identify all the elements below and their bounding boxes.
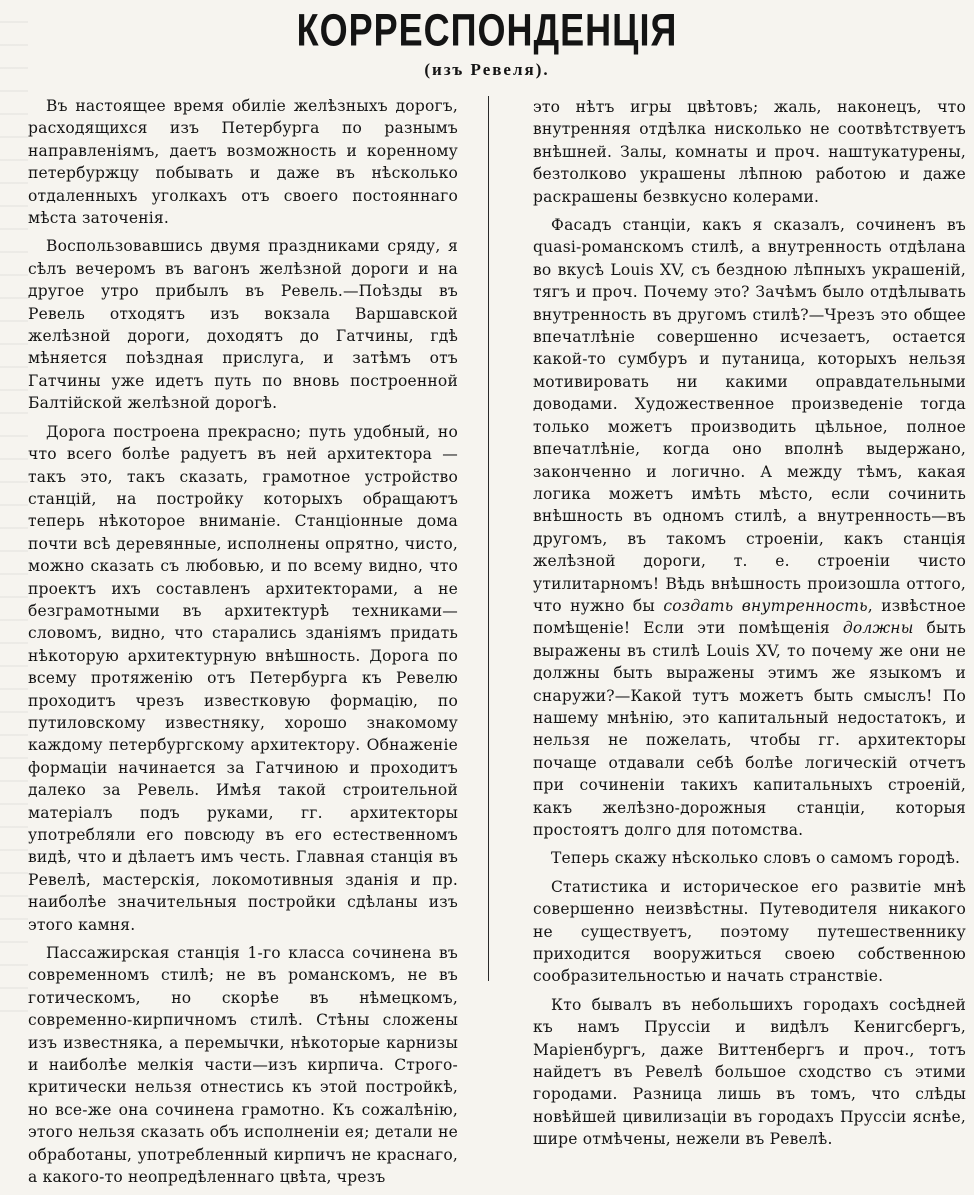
paragraph: Пассажирская станція 1-го класса сочинена въ современномъ стилѣ; не въ романскомъ, не въ готическомъ, но скорѣе въ нѣмецкомъ, современно-кирпичномъ стилѣ. Стѣны сложены изъ известняка, а перемычки, нѣкоторые карнизы и наиболѣе мелкія части—изъ кирпича. Строго-критически нельзя отнестись къ этой постройкѣ, но все-же она сочинена грамотно. Къ сожалѣнію, этого нельзя сказать объ исполненіи ея; детали не обработаны, употребленный кирпичъ не краснаго, а какого-то неопредѣленнаго цвѣта, чрезъ [28,944,458,1187]
column-divider [488,96,489,981]
paragraph: Дорога построена прекрасно; путь удобный, но что всего болѣе радуетъ въ ней архитектора — такъ это, такъ сказать, грамотное устройство станцій, на постройку которыхъ обращаютъ теперь нѣкоторое вниманіе. Станціонные дома почти всѣ деревянные, исполнены опрятно, чисто, можно сказать съ любовью, и по всему видно, что проектъ ихъ составленъ архитекторами, а не безграмотными въ архитектурѣ техниками—словомъ, видно, что старались зданіямъ придать нѣкоторую архитектурную внѣшность. Дорога по всему протяженію отъ Петербурга къ Ревелю проходитъ чрезъ известковую формацію, по путиловскому известняку, хорошо знакомому каждому петербургскому архитектору. Обнаженіе формаціи начинается за Гатчиною и проходитъ далеко за Ревель. Имѣя такой строительной матеріалъ подъ руками, гг. архитекторы употребляли его повсюду въ его естественномъ видѣ, что и дѣлаетъ имъ честь. Главная станція въ Ревелѣ, мастерскія, локомотивныя зданія и пр. наиболѣе значительныя постройки сдѣланы изъ этого камня. [28,422,458,934]
paragraph: Теперь скажу нѣсколько словъ о самомъ городѣ. [551,849,961,868]
paragraph-text: быть выражены въ стилѣ Louis XV, то почему же они не должны быть выражены этимъ же языкомъ и снаружи?—Какой тутъ можетъ быть смыслъ! По нашему мнѣнію, это капитальный недостатокъ, и нельзя не пожелать, чтобы гг. архитекторы почаще отдавали себѣ болѣе логическій отчетъ при сочиненіи такихъ капитальныхъ строеній, какъ желѣзно-дорожныя станціи, которыя простоятъ долго для потомства. [533,619,966,839]
page-subtitle: (изъ Ревеля). [424,60,550,79]
paragraph: Статистика и историческое его развитіе мнѣ совершенно неизвѣстны. Путеводителя никакого не существуетъ, поэтому путешественнику приходится вооружиться своею собственною сообразительностью и начать странствіе. [533,877,966,986]
paragraph: Воспользовавшись двумя праздниками сряду, я сѣлъ вечеромъ въ вагонъ желѣзной дороги и на другое утро прибылъ въ Ревель.—Поѣзды въ Ревель отходятъ изъ вокзала Варшавской желѣзной дороги, доходятъ до Гатчины, гдѣ мѣняется поѣздная прислуга, и затѣмъ отъ Гатчины уже идетъ путь по вновь построенной Балтійской желѣзной дорогѣ. [28,237,458,413]
emphasis-text: должны [842,619,914,638]
paragraph-text: , извѣстное помѣщеніе! Если эти помѣщенія [533,596,966,638]
paragraph-text: Фасадъ станціи, какъ я сказалъ, сочиненъ въ quasi-романскомъ стилѣ, а внутренность отдѣлана во вкусѣ Louis XV, съ бездною лѣпныхъ украшеній, тягъ и проч. Почему это? Зачѣмъ было отдѣлывать внутренность въ другомъ стилѣ?—Чрезъ это общее впечатлѣніе совершенно исчезаетъ, остается какой-то сумбуръ и путаница, которыхъ нельзя мотивировать ни какими оправдательными доводами. Художественное произведеніе тогда только можетъ производить цѣльное, полное впечатлѣніе, когда оно вполнѣ выдержано, законченно и логично. А между тѣмъ, какая логика можетъ имѣть мѣсто, если сочинить внѣшность въ одномъ стилѣ, а внутренность—въ другомъ, въ такомъ строеніи, какъ станція желѣзной дороги, т. е. строеніи чисто утилитарномъ! Вѣдь внѣшность произошла оттого, что нужно бы [533,216,966,615]
paragraph: это нѣтъ игры цвѣтовъ; жаль, наконецъ, что внутренняя отдѣлка нисколько не соотвѣтствуетъ внѣшней. Залы, комнаты и проч. наштукатурены, безтолково украшены лѣпною работою и даже раскрашены безвкусно колерами. [533,98,966,206]
page-edge-shadow [0,0,28,1027]
paragraph: Въ настоящее время обиліе желѣзныхъ дорогъ, расходящихся изъ Петербурга по разнымъ направленіямъ, даетъ возможность и коренному петербуржцу побывать и даже въ нѣсколько отдаленныхъ уголкахъ отъ своего постояннаго мѣста заточенія. [28,97,458,228]
right-column [533,96,966,1157]
paragraph: Кто бывалъ въ небольшихъ городахъ сосѣдней къ намъ Пруссіи и видѣлъ Кенигсбергъ, Маріенбургъ, даже Виттенбергъ и проч., тотъ найдетъ въ Ревелѣ большое сходство съ этими городами. Разница лишь въ томъ, что слѣды новѣйшей цивилизаціи въ городахъ Пруссіи яснѣе, шире отмѣчены, нежели въ Ревелѣ. [533,995,966,1149]
left-column [28,95,458,1195]
emphasis-text: создать внутренность [663,596,868,615]
paragraph [533,214,966,841]
page-title: КОРРЕСПОНДЕНЦІЯ [296,4,678,56]
